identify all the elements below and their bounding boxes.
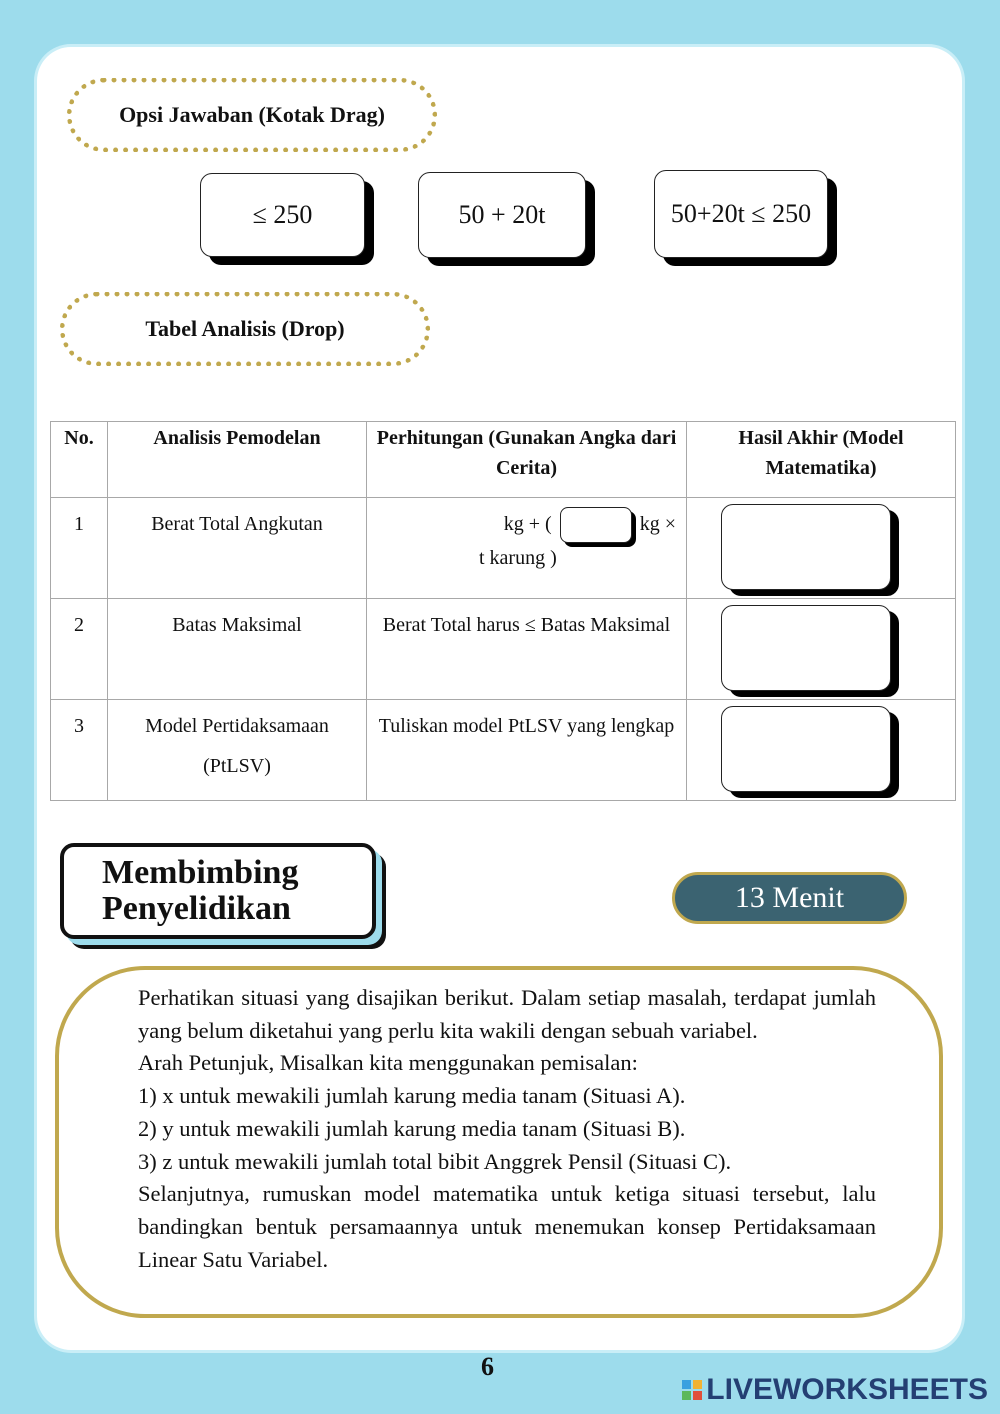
instructions-lead: Arah Petunjuk, Misalkan kita menggunakan pemisalan: xyxy=(138,1050,638,1076)
instructions-item: 2) y untuk mewakili jumlah karung media tanam (Situasi B). xyxy=(138,1115,686,1141)
row-number: 1 xyxy=(51,498,108,599)
col-header-result: Hasil Akhir (Model Matematika) xyxy=(687,422,956,498)
calc-text-after: kg × xyxy=(639,513,676,535)
instructions-paragraph: Perhatikan situasi yang disajikan berikut. Dalam setiap masalah, terdapat jumlah yang belum diketahui yang perlu kita wakili dengan sebuah variabel. xyxy=(138,985,876,1043)
section-title-line1: Membimbing xyxy=(102,854,299,891)
page-number: 6 xyxy=(481,1352,494,1381)
row-result xyxy=(687,700,956,801)
col-header-analysis: Analisis Pemodelan xyxy=(108,422,367,498)
row-number: 2 xyxy=(51,599,108,700)
calc-text-before: kg + ( xyxy=(503,513,552,535)
table-row xyxy=(51,498,956,599)
options-title: Opsi Jawaban (Kotak Drag) xyxy=(67,78,437,152)
liveworksheets-logo-icon xyxy=(682,1380,702,1400)
row-calculation: Berat Total harus ≤ Batas Maksimal xyxy=(367,599,687,700)
row-calculation: Tuliskan model PtLSV yang lengkap xyxy=(367,700,687,801)
drop-zone-inline[interactable] xyxy=(560,507,632,543)
calc-text-line2: t karung ) xyxy=(479,547,557,569)
drag-option-full-inequality[interactable]: 50+20t ≤ 250 xyxy=(654,170,828,258)
col-header-no: No. xyxy=(51,422,108,498)
table-title: Tabel Analisis (Drop) xyxy=(60,292,430,366)
brand-text: LIVEWORKSHEETS xyxy=(706,1373,988,1406)
analysis-table xyxy=(50,421,956,801)
drag-option-50-plus-20t[interactable]: 50 + 20t xyxy=(418,172,586,258)
row-number: 3 xyxy=(51,700,108,801)
instructions-text xyxy=(138,982,876,1276)
row-result xyxy=(687,498,956,599)
row-analysis: Batas Maksimal xyxy=(108,599,367,700)
liveworksheets-brand[interactable] xyxy=(682,1370,988,1410)
instructions-item: 3) z untuk mewakili jumlah total bibit Anggrek Pensil (Situasi C). xyxy=(138,1148,732,1174)
table-row xyxy=(51,599,956,700)
timer-badge: 13 Menit xyxy=(672,872,907,924)
section-title-line2: Penyelidikan xyxy=(102,890,291,927)
col-header-calculation: Perhitungan (Gunakan Angka dari Cerita) xyxy=(367,422,687,498)
drag-option-le-250[interactable]: ≤ 250 xyxy=(200,173,365,257)
drop-zone-result-3[interactable] xyxy=(721,706,891,792)
table-header-row xyxy=(51,422,956,498)
row-result xyxy=(687,599,956,700)
drop-zone-result-2[interactable] xyxy=(721,605,891,691)
instructions-item: 1) x untuk mewakili jumlah karung media tanam (Situasi A). xyxy=(138,1083,686,1109)
instructions-paragraph: Selanjutnya, rumuskan model matematika untuk ketiga situasi tersebut, lalu bandingkan bentuk persamaannya untuk menemukan konsep Pertidaksamaan Linear Satu Variabel. xyxy=(138,1181,876,1272)
row-analysis: Berat Total Angkutan xyxy=(108,498,367,599)
drop-zone-result-1[interactable] xyxy=(721,504,891,590)
table-row xyxy=(51,700,956,801)
row-analysis: Model Pertidaksamaan (PtLSV) xyxy=(108,700,367,801)
section-title xyxy=(60,843,376,939)
row-calculation xyxy=(367,498,687,599)
